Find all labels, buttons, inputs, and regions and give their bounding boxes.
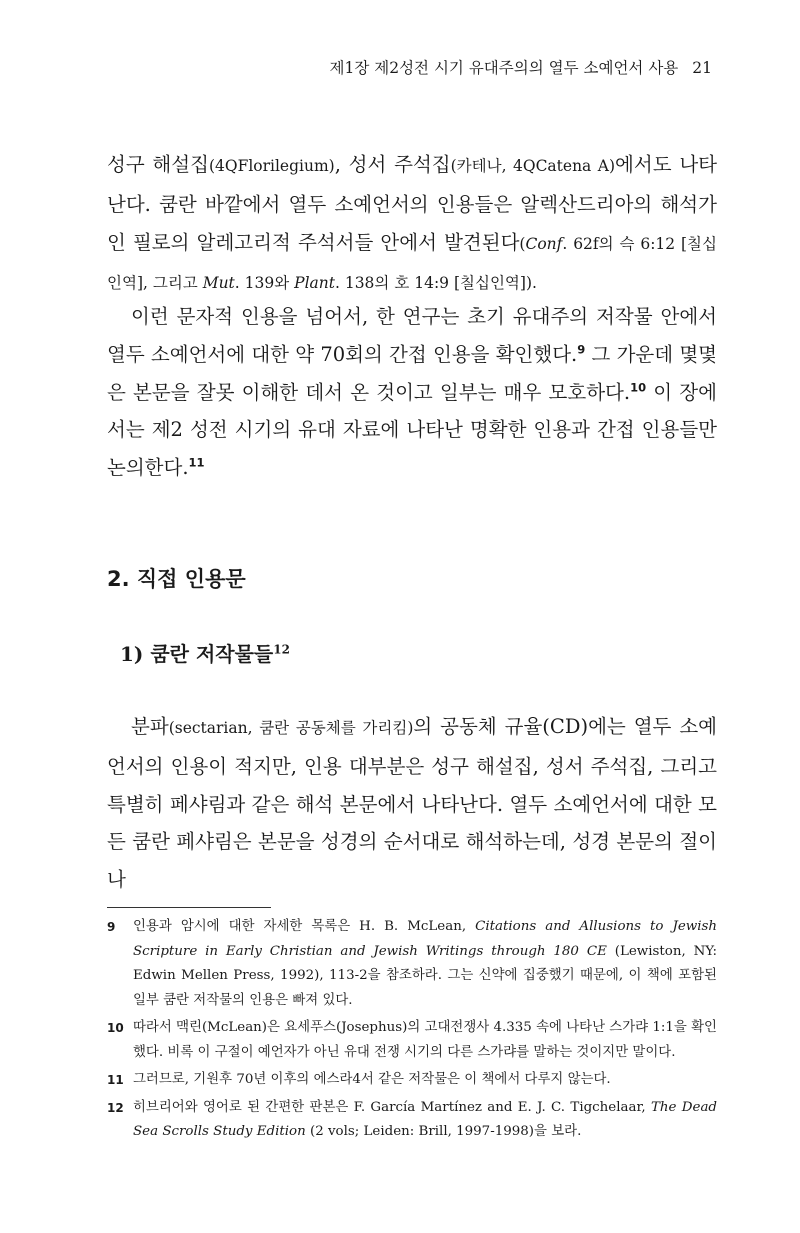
running-title: 제1장 제2성전 시기 유대주의의 열두 소예언서 사용 — [329, 59, 679, 77]
subsection-title: 1) 쿰란 저작물들 — [120, 642, 274, 666]
footnote-12 — [107, 1096, 717, 1145]
footnote-9 — [107, 915, 717, 1013]
footnote-ref[interactable]: 9 — [577, 342, 586, 357]
p1-text: , 성서 주석집 — [334, 153, 451, 176]
footnote-10 — [107, 1016, 717, 1065]
footnote-text: 그러므로, 기원후 70년 이후의 에스라4서 같은 저작물은 이 책에서 다루지 않는다. — [133, 1072, 611, 1087]
p3-paren: (sectarian, 쿰란 공동체를 가리킴) — [168, 719, 414, 737]
footnote-text: 인용과 암시에 대한 자세한 목록은 H. B. McLean, Citations and Allusions to Jewish Scripture in Early Christian and Jewish Writings through 180 CE (Lewiston, NY: Edwin Mellen Press, 1992), 113-2을 참조하라. 그는 신약에 집중했기 때문에, 이 책에 포함된 일부 쿰란 저작물의 인용은 빠져 있다. — [133, 919, 717, 1008]
paragraph-3 — [107, 708, 717, 899]
footnote-number: 11 — [107, 1073, 124, 1087]
p2-text: 이런 문자적 인용을 넘어서, 한 연구는 초기 유대주의 저작물 안에서 열두 소예언서에 대한 약 70회의 간접 인용을 확인했다. — [107, 305, 717, 366]
p2-text: 그 가운데 몇몇은 본문을 잘못 이해한 데서 온 것이고 일부는 매우 모호하다. — [107, 342, 717, 404]
footnote-ref[interactable]: 11 — [188, 455, 205, 470]
p1-paren: (4QFlorilegium) — [208, 157, 335, 175]
paragraph-2 — [107, 298, 717, 487]
p3-text: 분파 — [131, 715, 169, 738]
p3-text: 의 공동체 규율(CD)에는 열두 소예언서의 인용이 적지만, 인용 대부분은 성구 해설집, 성서 주석집, 그리고 특별히 페샤림과 같은 해석 본문에서 나타난다. 열두 소예언서에 대한 모든 쿰란 페샤림은 본문을 성경의 순서대로 해석하는데, 성경 본문의 절이나 — [107, 715, 717, 892]
footnote-rule — [107, 907, 271, 908]
section-heading: 2. 직접 인용문 — [107, 567, 246, 591]
p1-text: 에서도 나타난다. 쿰란 바깥에서 열두 소예언서의 인용들은 알렉산드리아의 해석가인 필로의 알레고리적 주석서들 안에서 발견된다 — [107, 153, 717, 254]
footnote-ref[interactable]: 12 — [273, 642, 290, 657]
footnote-number: 12 — [107, 1100, 124, 1115]
footnote-11 — [107, 1068, 717, 1093]
page-number: 21 — [692, 59, 712, 77]
footnote-text: 따라서 맥린(McLean)은 요세푸스(Josephus)의 고대전쟁사 4.335 속에 나타난 스가랴 1:1을 확인했다. 비록 이 구절이 예언자가 아닌 유대 전쟁 시기의 다른 스가랴를 말하는 것이지만 말이다. — [133, 1020, 717, 1060]
p1-text: 성구 해설집 — [107, 153, 209, 176]
footnote-number: 9 — [107, 920, 116, 934]
p2-text: 이 장에서는 제2 성전 시기의 유대 자료에 나타난 명확한 인용과 간접 인용들만 논의한다. — [107, 380, 717, 480]
running-header — [330, 56, 712, 78]
footnote-ref[interactable]: 10 — [630, 380, 647, 395]
p1-paren: (카테나, 4QCatena A) — [450, 157, 616, 175]
subsection-heading — [120, 638, 290, 667]
paragraph-1 — [107, 146, 717, 303]
footnotes — [107, 915, 717, 1148]
p1-citation: (Conf. 62f의 슥 6:12 [칠십인역], 그리고 Mut. 139와 Plant. 138의 호 14:9 [칠십인역]). — [107, 234, 717, 293]
footnote-text: 히브리어와 영어로 된 간편한 판본은 F. García Martínez and E. J. C. Tigchelaar, The Dead Sea Scrolls Study Edition (2 vols; Leiden: Brill, 1997-1998)을 보라. — [133, 1099, 718, 1139]
footnote-number: 10 — [107, 1021, 124, 1035]
